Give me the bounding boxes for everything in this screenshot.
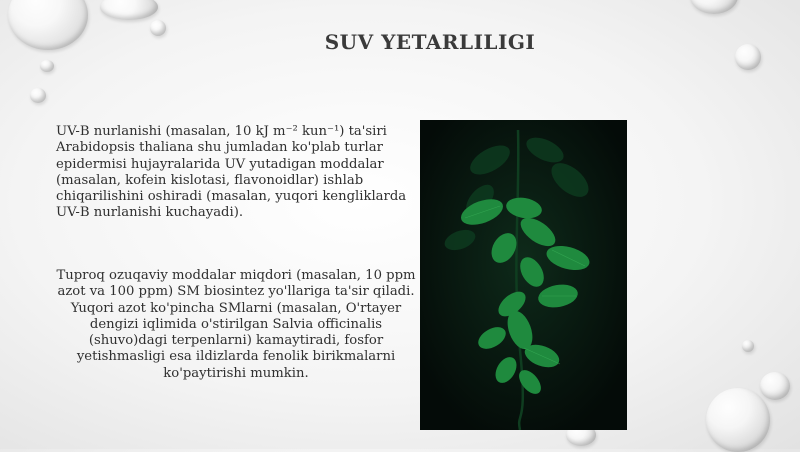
water-droplet <box>706 388 770 452</box>
paragraph-uv-b: UV-B nurlanishi (masalan, 10 kJ m⁻² kun⁻¹) ta'siri Arabidopsis thaliana shu jumladan ko'plab turlar epidermisi hujayralarida UV yutadigan moddalar (masalan, kofein kislotasi, flavonoidlar) ishlab chiqarilishini oshiradi (masalan, yuqori kengliklarda UV-B nurlanishi kuchayadi). <box>56 124 407 221</box>
water-droplet <box>100 0 158 20</box>
water-droplet <box>690 0 738 14</box>
paragraph-soil-nutrients: Tuproq ozuqaviy moddalar miqdori (masalan, 10 ppm azot va 100 ppm) SM biosintez yo'llariga ta'sir qiladi. Yuqori azot ko'pincha SMlarni (masalan, O'rtayer dengizi iqlimida o'stirilgan Salvia officinalis (shuvo)dagi terpenlarni) kamaytiradi, fosfor yetishmasligi esa ildizlarda fenolik birikmalarni ko'paytirishi mumkin. <box>56 268 416 381</box>
water-droplet <box>742 340 754 352</box>
water-droplet <box>30 88 46 103</box>
water-droplet <box>735 44 761 70</box>
water-droplet <box>8 0 88 50</box>
water-droplet <box>760 372 790 400</box>
leaves-illustration <box>420 120 627 430</box>
slide-title: SUV YETARLILIGI <box>324 30 536 54</box>
water-droplet <box>40 60 54 72</box>
water-droplet <box>150 20 166 36</box>
leaves-photo <box>420 120 627 430</box>
